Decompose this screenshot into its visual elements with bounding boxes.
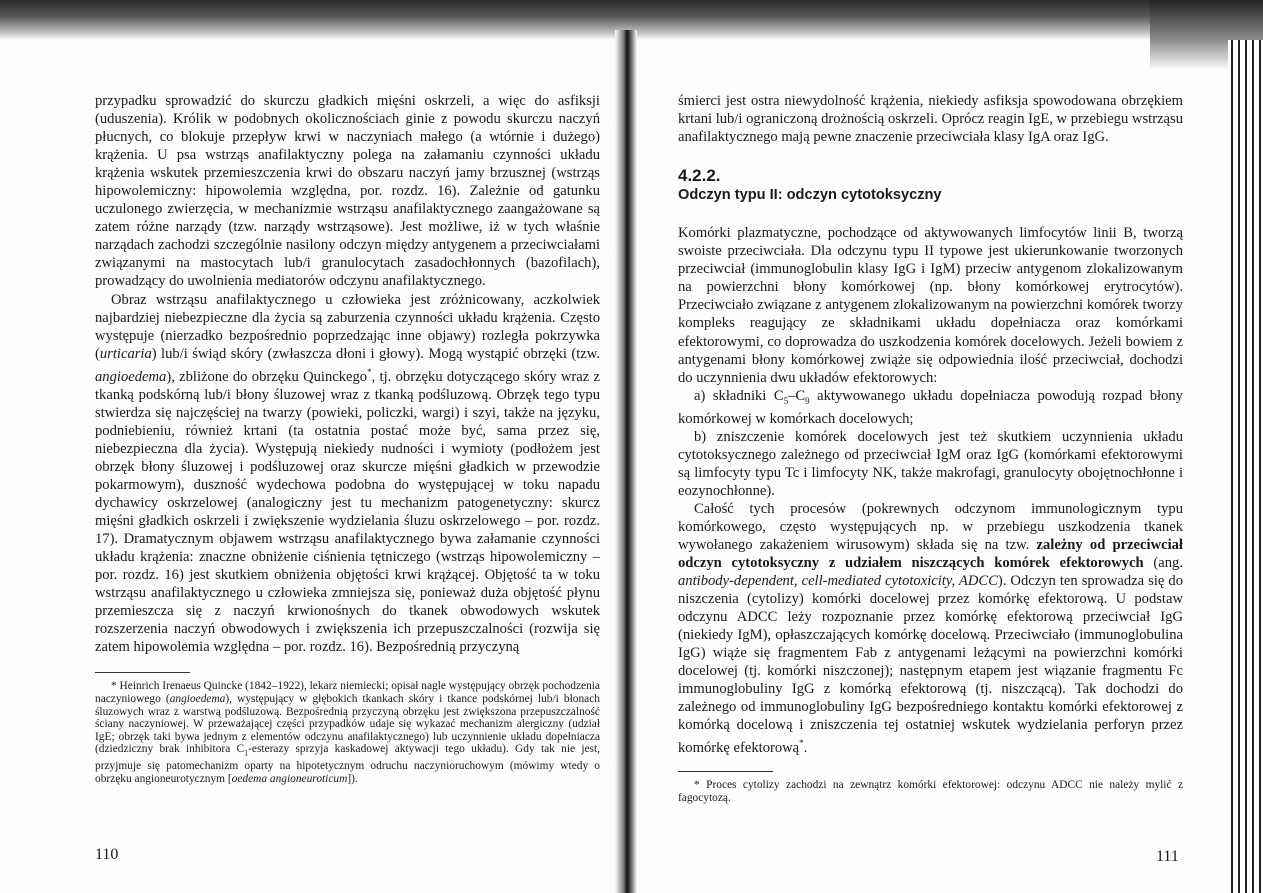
- list-item-a: a) składniki $C_5-C_9$ aktywowanego układu dopełniacza powodują rozpad błony komórkowej w komórkach docelowych;: [678, 387, 1183, 427]
- list-item-b: b) zniszczenie komórek docelowych jest też skutkiem uczynnienia układu cytotoksycznego zależnego od przeciwciał IgM oraz IgG (komórkami efektorowymi są limfocyty typu Tc i limfocyty NK, także makrofagi, granulocyty obojętnochłonne i eozynochłonne).: [678, 428, 1183, 499]
- footnote-rule: [95, 672, 190, 673]
- footnote-marker: *: [367, 366, 372, 377]
- right-footnote: * Proces cytolizy zachodzi na zewnątrz komórki efektorowej: odczynu ADCC nie należy mylić z fagocytozą.: [678, 779, 1183, 804]
- section-title: Odczyn typu II: odczyn cytotoksyczny: [678, 187, 942, 204]
- right-paragraph-2: Komórki plazmatyczne, pochodzące od aktywowanych limfocytów linii B, tworzą swoiste przeciwciała. Dla odczynu typu II typowe jest ukierunkowanie tworzonych przeciwciał (immunoglobulin klasy IgG i IgM) przeciw antygenom zlokalizowanym na powierzchni błony komórkowej (np. błony komórkowej erytrocytów). Przeciwciało związane z antygenem zlokalizowanym na powierzchni komórek tworzy kompleks reagujący ze składnikami układu dopełniacza oraz komórkami efektorowymi, co doprowadza do uszkodzenia komórek docelowych. Jeżeli bowiem z antygenami błony komórkowej zwiąże się odpowiednia ilość przeciwciał, dochodzi do uczynnienia dwu układów efektorowych:: [678, 225, 1183, 386]
- left-paragraph-2: Obraz wstrząsu anafilaktycznego u człowieka jest zróżnicowany, aczkolwiek najbardziej niebezpieczne dla życia są zaburzenia czynności układu krążenia. Często występuje (nierzadko bezpośrednio poprzedzając inne objawy) rozległa pokrzywka (urticaria) lub/i świąd skóry (zwłaszcza dłoni i głowy). Mogą wystąpić obrzęki (tzw. angioedema), zbliżone do obrzęku Quinckego*, tj. obrzęku dotyczącego skóry wraz z tkanką podskórną lub/i błony śluzowej wraz z tkanką podśluzową. Obrzęk tego typu stwierdza się najczęściej na twarzy (powieki, policzki, wargi) i szyi, także na języku, podniebieniu, również krtani (ta ostatnia postać może być, sama przez się, niebezpieczna dla życia). Występują niekiedy nudności i wymioty (podłożem jest obrzęk błony śluzowej i podśluzowej oraz skurcze mięśni gładkich w przewodzie pokarmowym), duszność wydechowa podobna do występującej w toku napadu dychawicy oskrzelowej (analogiczny jest tu mechanizm patogenetyczny: skurcz mięśni gładkich oskrzeli i zwiększenie wydzielania śluzu oskrzelowego – por. rozdz. 17). Dramatycznym objawem wstrząsu anafilaktycznego bywa załamanie czynności układu krążenia: znaczne obniżenie ciśnienia tętniczego (wstrząs hipowolemiczny – por. rozdz. 16) jest skutkiem obniżenia objętości krwi krążącej. Objętość ta w toku wstrząsu anafilaktycznego u człowieka zmniejsza się, ponieważ duża objętość płynu przemieszcza się z naczyń krwionośnych do tkanek obwodowych wskutek rozszerzenia naczyń obwodowych i zwiększenia ich przepuszczalności (rozwija się zatem hipowolemia względna – por. rozdz. 16). Bezpośrednią przyczyną: [95, 291, 600, 656]
- page-number-left: 110: [95, 846, 119, 863]
- left-page: [95, 92, 600, 785]
- right-paragraph-1: śmierci jest ostra niewydolność krążenia, niekiedy asfiksja spowodowana obrzękiem krtani lub/i ograniczoną drożnością oskrzeli. Oprócz reagin IgE, w przebiegu wstrząsu anafilaktycznego mają pewne znaczenie przeciwciała klasy IgA oraz IgG.: [678, 93, 1183, 146]
- right-page: [678, 92, 1183, 805]
- footnote-marker: *: [799, 738, 804, 749]
- left-footnote: * Heinrich Irenaeus Quincke (1842–1922), lekarz niemiecki; opisał nagle występujący obrzęk pochodzenia naczyniowego (angioedema), występujący w głębokich tkankach skóry i tkance podskórnej lub/i błonach śluzowych wraz z warstwą podśluzową. Bezpośrednią przyczyną obrzęku jest zwiększona przepuszczalność ściany naczyniowej. W przeważającej części przypadków udaje się wykazać mechanizm alergiczny (udział IgE; obrzęk taki bywa jednym z elementów odczynu anafilaktycznego) lub uczynnienie układu dopełniacza (dziedziczny brak inhibitora $C_1$-esterazy sprzyja kaskadowej aktywacji tego układu). Gdy tak nie jest, przyjmuje się patomechanizm oparty na hipotetycznym odruchu naczynioruchowym (mówimy wtedy o obrzęku angioneurotycznym [oedema angioneuroticum]).: [95, 680, 600, 785]
- left-paragraph-1: przypadku sprowadzić do skurczu gładkich mięśni oskrzeli, a więc do asfiksji (uduszenia). Królik w podobnych okolicznościach ginie z powodu skurczu naczyń płucnych, co blokuje przepływ krwi w naczyniach małego (a wtórnie i dużego) krążenia. U psa wstrząs anafilaktyczny polega na załamaniu czynności układu krążenia wskutek przemieszczenia krwi do obszaru naczyń jamy brzusznej (wstrząs hipowolemiczny: hipowolemia względna, por. rozdz. 16). Zależnie od gatunku uczulonego zwierzęcia, w mechanizmie wstrząsu anafilaktycznego zaangażowane są zatem różne narządy (tzw. narządy wstrząsowe). Jest możliwe, iż w tych właśnie narządach zachodzi szczególnie nasilony odczyn między antygenem a przeciwciałami związanymi na mastocytach lub/i granulocytach zasadochłonnych (bazofilach), prowadzący do uwolnienia mediatorów odczynu anafilaktycznego.: [95, 93, 600, 290]
- page-edges: [1228, 40, 1263, 893]
- right-paragraph-3: Całość tych procesów (pokrewnych odczynom immunologicznym typu komórkowego, często występujących np. w przebiegu uszkodzenia tkanek wywołanego zakażeniem wirusowym) składa się na tzw. zależny od przeciwciał odczyn cytotoksyczny z udziałem niszczących komórek efektorowych (ang. antibody-dependent, cell-mediated cytotoxicity, ADCC). Odczyn ten sprowadza się do niszczenia (cytolizy) komórki docelowej przez komórkę efektorową. U podstaw odczynu ADCC leży rozpoznanie przez komórkę efektorową przeciwciał IgG (niekiedy IgM), opłaszczających komórkę docelową. Przeciwciało (immunoglobulina IgG) wiąże się fragmentem Fab z antygenami leżącymi na powierzchni komórki docelowej (tj. komórki niszczonej); następnym etapem jest wiązanie fragmentu Fc immunoglobuliny IgG z komórką efektorową (tj. niszczącą). Tak dochodzi do zależnego od immunoglobuliny IgG bezpośredniego kontaktu komórki efektorowej z komórką docelową i zniszczenia tej ostatniej wskutek wydzielania perforyn przez komórkę efektorową*.: [678, 500, 1184, 757]
- section-number: 4.2.2.: [678, 166, 721, 186]
- footnote-rule: [678, 771, 773, 772]
- book-spine: [615, 30, 637, 893]
- page-number-right: 111: [1156, 848, 1179, 865]
